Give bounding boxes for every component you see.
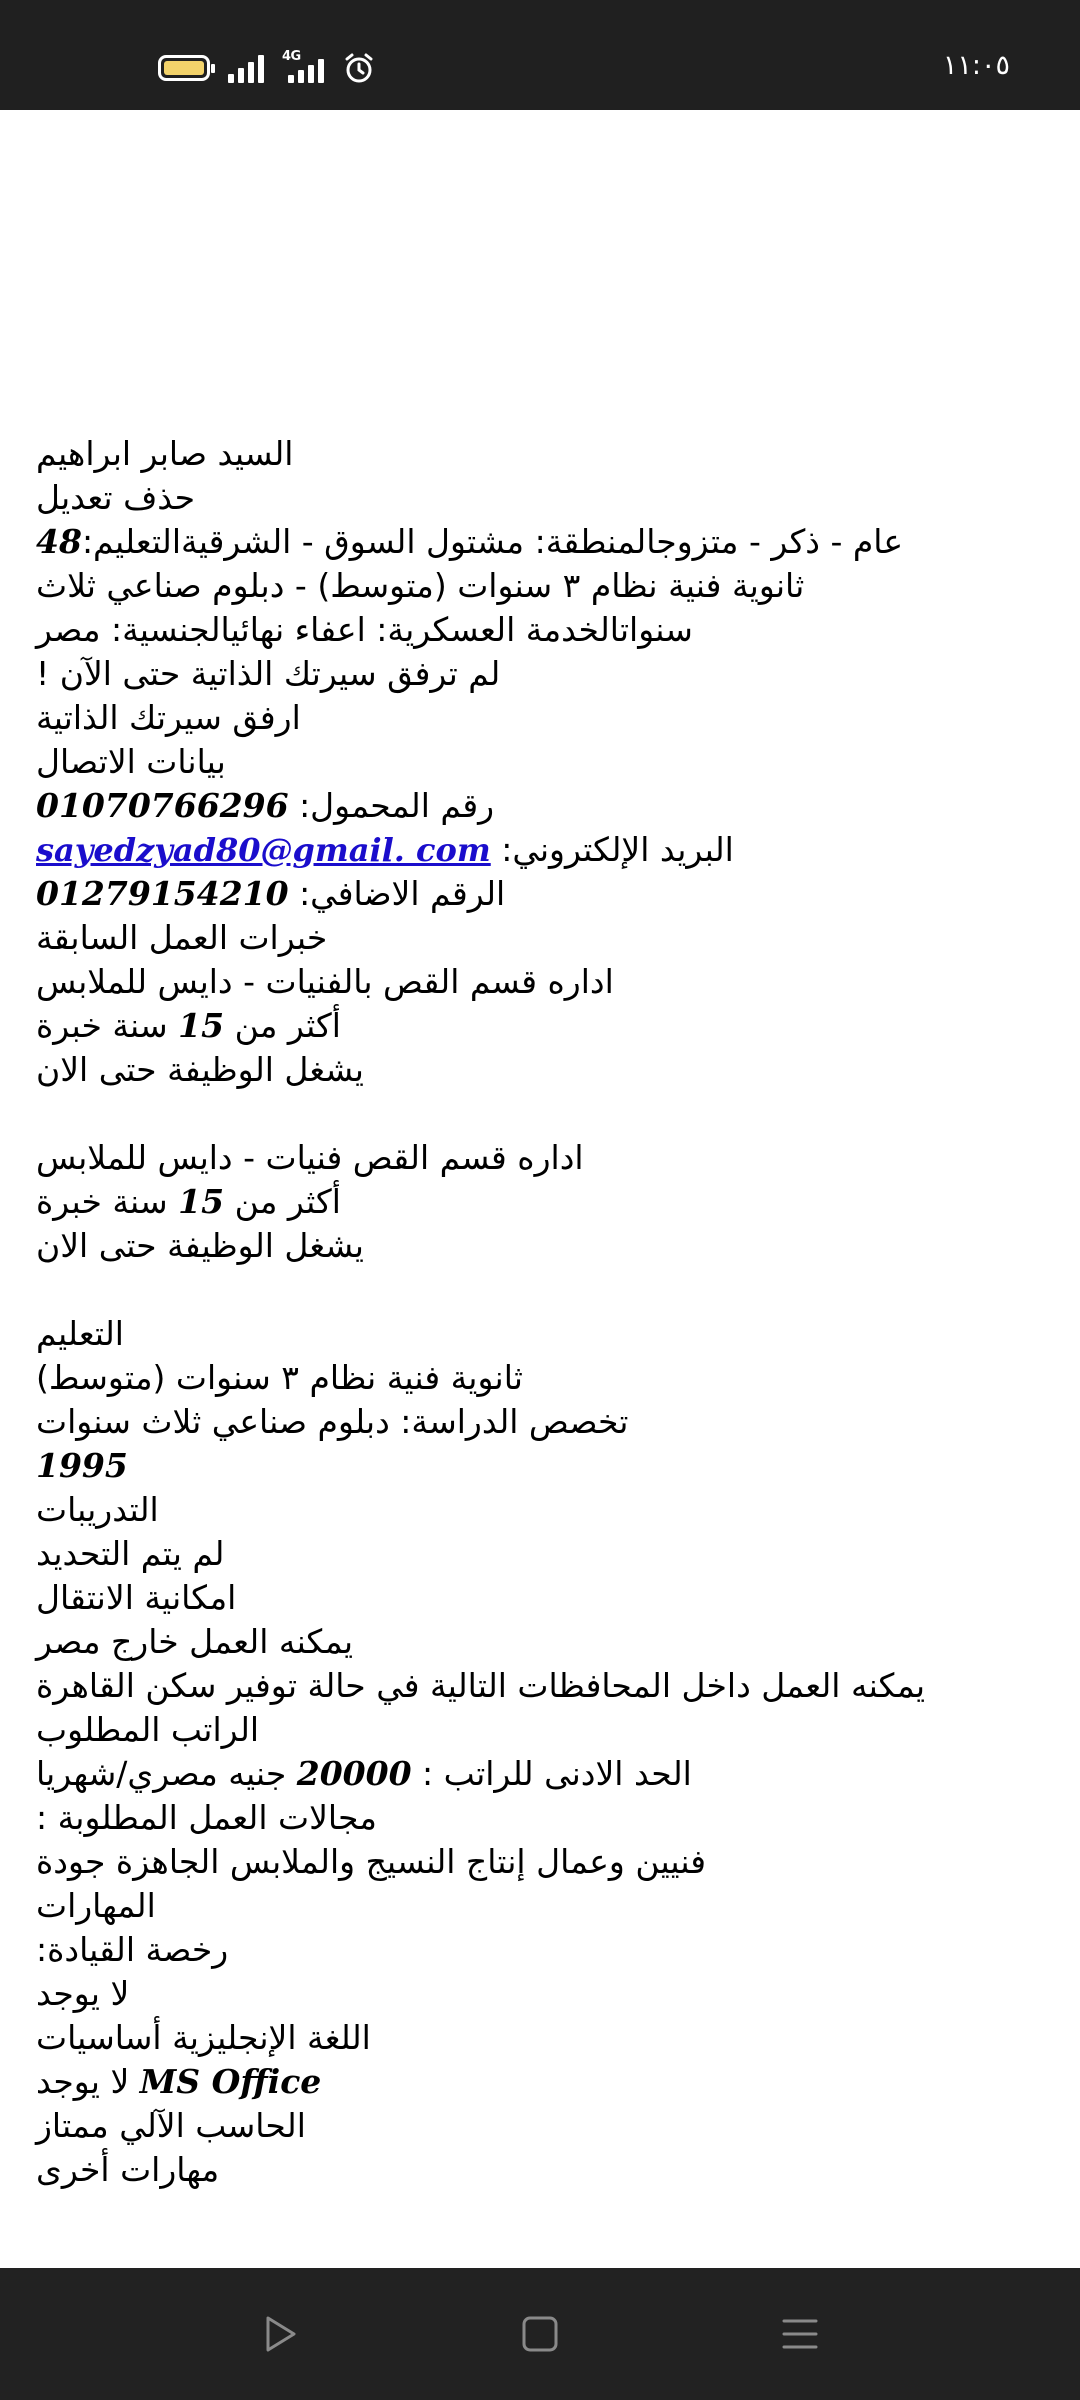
profile-line [36,1664,1044,1708]
profile-line [36,784,1044,828]
line-text: سنواتالخدمة العسكرية: اعفاء نهائيالجنسية: مصر [36,610,693,649]
line-text: التدريبات [36,1490,159,1529]
line-number: 15 [178,1006,225,1045]
profile-line [36,1840,1044,1884]
line-text: سنة خبرة [36,1006,179,1045]
profile-line [36,740,1044,784]
profile-line [36,916,1044,960]
line-text: البريد الإلكتروني: [490,830,734,869]
line-text: فنيين وعمال إنتاج النسيج والملابس الجاهزة جودة [36,1842,707,1881]
profile-line [36,1356,1044,1400]
profile-line [36,1620,1044,1664]
profile-line [36,608,1044,652]
line-text: بيانات الاتصال [36,742,226,781]
profile-line [36,1972,1044,2016]
status-bar [0,0,1080,110]
profile-line [36,696,1044,740]
mobile-data-icon [282,49,324,83]
alarm-icon [342,51,376,85]
line-text: يمكنه العمل داخل المحافظات التالية في حالة توفير سكن القاهرة [36,1666,926,1705]
line-text: السيد صابر ابراهيم [36,434,294,473]
profile-line [36,652,1044,696]
line-number: 48 [36,522,82,561]
home-square-icon[interactable] [518,2312,562,2356]
profile-line [36,1136,1044,1180]
profile-line [36,1532,1044,1576]
menu-lines-icon[interactable] [778,2312,822,2356]
line-text: ارفق سيرتك الذاتية [36,698,301,737]
line-text: يشغل الوظيفة حتى الان [36,1226,364,1265]
line-text: لم يتم التحديد [36,1534,225,1573]
profile-line [36,1224,1044,1268]
line-text: اداره قسم القص بالفنيات - دايس للملابس [36,962,614,1001]
line-text: رقم المحمول: [288,786,495,825]
line-text: أكثر من [224,1006,341,1045]
profile-line [36,1268,1044,1312]
line-text: اداره قسم القص فنيات - دايس للملابس [36,1138,584,1177]
line-text: ثانوية فنية نظام ٣ سنوات (متوسط) - دبلوم صناعي ثلاث [36,566,805,605]
line-text: عام - ذكر - متزوجالمنطقة: مشتول السوق - الشرقيةالتعليم: [81,522,904,561]
back-play-icon[interactable] [258,2312,302,2356]
network-type-label: 4G [282,49,301,64]
line-text: الحد الادنى للراتب : [411,1754,692,1793]
line-text: يشغل الوظيفة حتى الان [36,1050,364,1089]
line-text: أكثر من [224,1182,341,1221]
profile-line [36,872,1044,916]
profile-line [36,2016,1044,2060]
email-link[interactable]: sayedzyad80@gmail. com [36,831,491,869]
profile-line [36,1928,1044,1972]
line-text: لا يوجد [36,2062,140,2101]
profile-line [36,828,1044,872]
line-text: مجالات العمل المطلوبة : [36,1798,377,1837]
profile-line [36,476,1044,520]
line-text: الرقم الاضافي: [288,874,506,913]
line-number: MS Office [139,2062,322,2101]
profile-line [36,1708,1044,1752]
profile-line [36,1488,1044,1532]
profile-line [36,1004,1044,1048]
line-text: تخصص الدراسة: دبلوم صناعي ثلاث سنوات [36,1402,629,1441]
line-number: 01279154210 [36,874,289,913]
line-text: لا يوجد [36,1974,130,2013]
line-text: المهارات [36,1886,156,1925]
profile-line [36,960,1044,1004]
line-number: 01070766296 [36,786,289,825]
navigation-bar [0,2268,1080,2400]
profile-line [36,564,1044,608]
profile-line [36,1884,1044,1928]
profile-line [36,1796,1044,1840]
line-text: مهارات أخرى [36,2150,220,2189]
line-number: 15 [178,1182,225,1221]
line-text: رخصة القيادة: [36,1930,229,1969]
line-number: 20000 [296,1754,412,1793]
profile-content [36,432,1044,2192]
status-time: ١١:٠٥ [942,50,1010,81]
signal-icon [228,53,264,83]
profile-line [36,1180,1044,1224]
battery-icon [158,55,210,81]
line-number: 1995 [36,1446,128,1485]
line-text: يمكنه العمل خارج مصر [36,1622,354,1661]
profile-line [36,520,1044,564]
profile-line [36,1752,1044,1796]
line-text: التعليم [36,1314,124,1353]
profile-line [36,1092,1044,1136]
profile-line [36,1444,1044,1488]
line-text: لم ترفق سيرتك الذاتية حتى الآن ! [36,654,501,693]
profile-line [36,432,1044,476]
profile-line [36,2148,1044,2192]
profile-line [36,1048,1044,1092]
profile-line [36,1312,1044,1356]
line-text: سنة خبرة [36,1182,179,1221]
line-text: ثانوية فنية نظام ٣ سنوات (متوسط) [36,1358,523,1397]
status-icons [158,48,376,88]
line-text: خبرات العمل السابقة [36,918,328,957]
line-text: الحاسب الآلي ممتاز [36,2106,306,2145]
line-text: الراتب المطلوب [36,1710,260,1749]
line-text: امكانية الانتقال [36,1578,237,1617]
line-text: حذف تعديل [36,478,196,517]
profile-line [36,1576,1044,1620]
line-text: جنيه مصري/شهريا [36,1754,297,1793]
line-text: اللغة الإنجليزية أساسيات [36,2018,371,2057]
profile-line [36,1400,1044,1444]
profile-line [36,2060,1044,2104]
profile-line [36,2104,1044,2148]
